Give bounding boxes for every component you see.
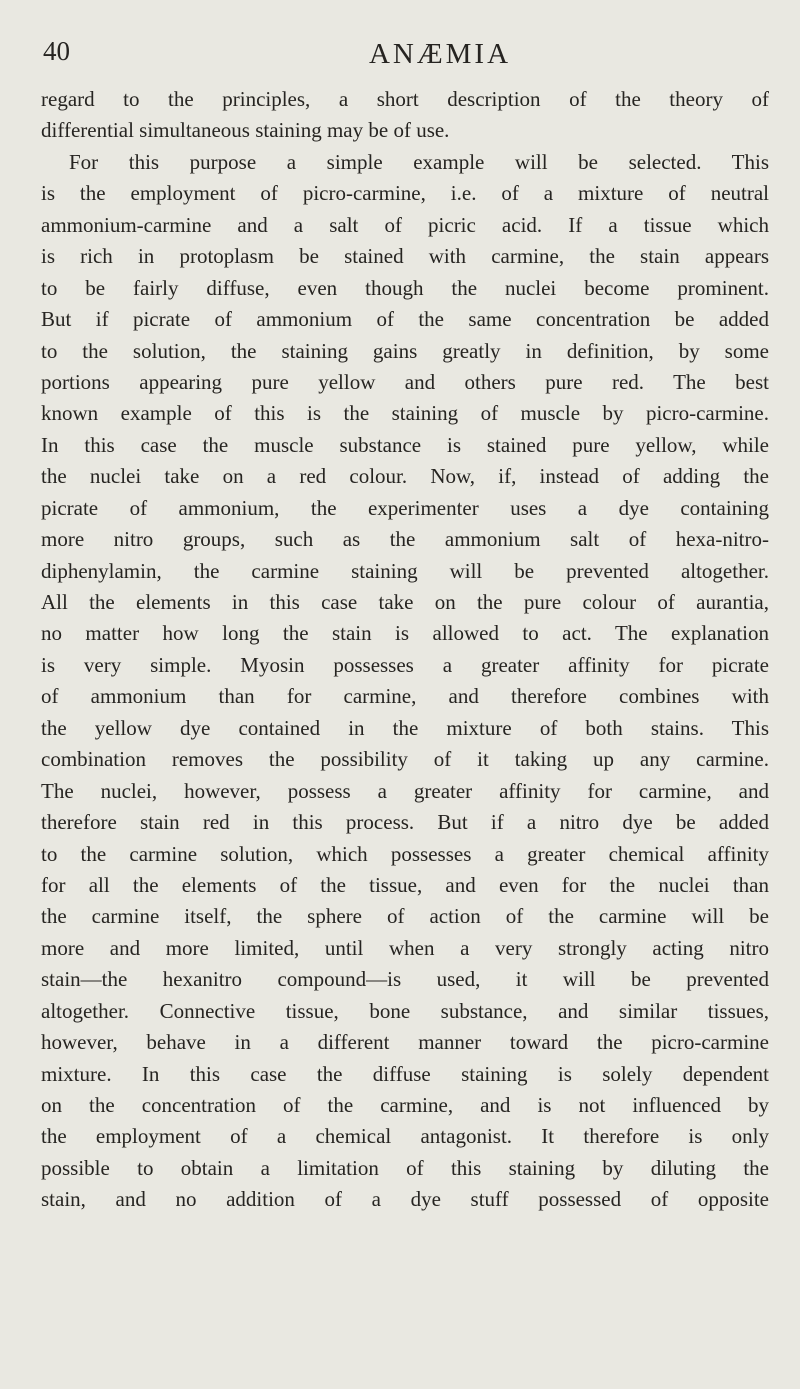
text-line: ammonium-carmine and a salt of picric acid. If a tissue which: [41, 212, 769, 237]
text-line: to the carmine solution, which possesses a greater chemical affinity: [41, 841, 769, 866]
text-line: picrate of ammonium, the experimenter uses a dye containing: [41, 495, 769, 520]
text-line: stain—the hexanitro compound—is used, it will be prevented: [41, 967, 769, 992]
text-line: But if picrate of ammonium of the same concentration be added: [41, 307, 769, 332]
text-line: the employment of a chemical antagonist. It therefore is only: [41, 1124, 769, 1149]
text-line: therefore stain red in this process. But if a nitro dye be added: [41, 810, 769, 835]
text-line: For this purpose a simple example will be selected. This: [69, 149, 769, 174]
text-line: diphenylamin, the carmine staining will be prevented altogether.: [41, 558, 769, 583]
text-line: however, behave in a different manner toward the picro-carmine: [41, 1030, 769, 1055]
body-text: [41, 84, 769, 1216]
text-line: known example of this is the staining of muscle by picro-carmine.: [41, 401, 769, 426]
text-line: differential simultaneous staining may be of use.: [41, 118, 450, 143]
text-line: to be fairly diffuse, even though the nuclei become prominent.: [41, 275, 769, 300]
text-line: stain, and no addition of a dye stuff possessed of opposite: [41, 1187, 769, 1212]
text-line: possible to obtain a limitation of this staining by diluting the: [41, 1155, 769, 1180]
text-line: portions appearing pure yellow and others pure red. The best: [41, 369, 769, 394]
page-number: 40: [43, 36, 70, 66]
text-line: on the concentration of the carmine, and is not influenced by: [41, 1093, 769, 1117]
text-line: All the elements in this case take on the pure colour of aurantia,: [41, 590, 769, 614]
text-line: regard to the principles, a short description of the theory of: [41, 87, 769, 111]
text-line: The nuclei, however, possess a greater affinity for carmine, and: [41, 778, 769, 803]
text-line: is the employment of picro-carmine, i.e. of a mixture of neutral: [41, 181, 769, 206]
text-line: the yellow dye contained in the mixture of both stains. This: [41, 715, 769, 740]
text-line: combination removes the possibility of it taking up any carmine.: [41, 747, 769, 772]
text-line: mixture. In this case the diffuse staining is solely dependent: [41, 1061, 769, 1086]
page-header: [0, 34, 800, 74]
text-line: more and more limited, until when a very strongly acting nitro: [41, 935, 769, 960]
text-line: no matter how long the stain is allowed to act. The explanation: [41, 621, 769, 646]
text-line: is very simple. Myosin possesses a greater affinity for picrate: [41, 652, 769, 677]
text-line: In this case the muscle substance is stained pure yellow, while: [41, 432, 769, 457]
text-line: to the solution, the staining gains greatly in definition, by some: [41, 338, 769, 363]
text-line: for all the elements of the tissue, and even for the nuclei than: [41, 872, 769, 897]
text-line: of ammonium than for carmine, and therefore combines with: [41, 684, 769, 709]
text-line: altogether. Connective tissue, bone substance, and similar tissues,: [41, 998, 769, 1023]
text-line: the carmine itself, the sphere of action of the carmine will be: [41, 904, 769, 929]
text-line: the nuclei take on a red colour. Now, if, instead of adding the: [41, 464, 769, 489]
text-line: more nitro groups, such as the ammonium salt of hexa-nitro-: [41, 527, 769, 552]
text-line: is rich in protoplasm be stained with carmine, the stain appears: [41, 244, 769, 269]
running-title: ANÆMIA: [368, 38, 512, 70]
